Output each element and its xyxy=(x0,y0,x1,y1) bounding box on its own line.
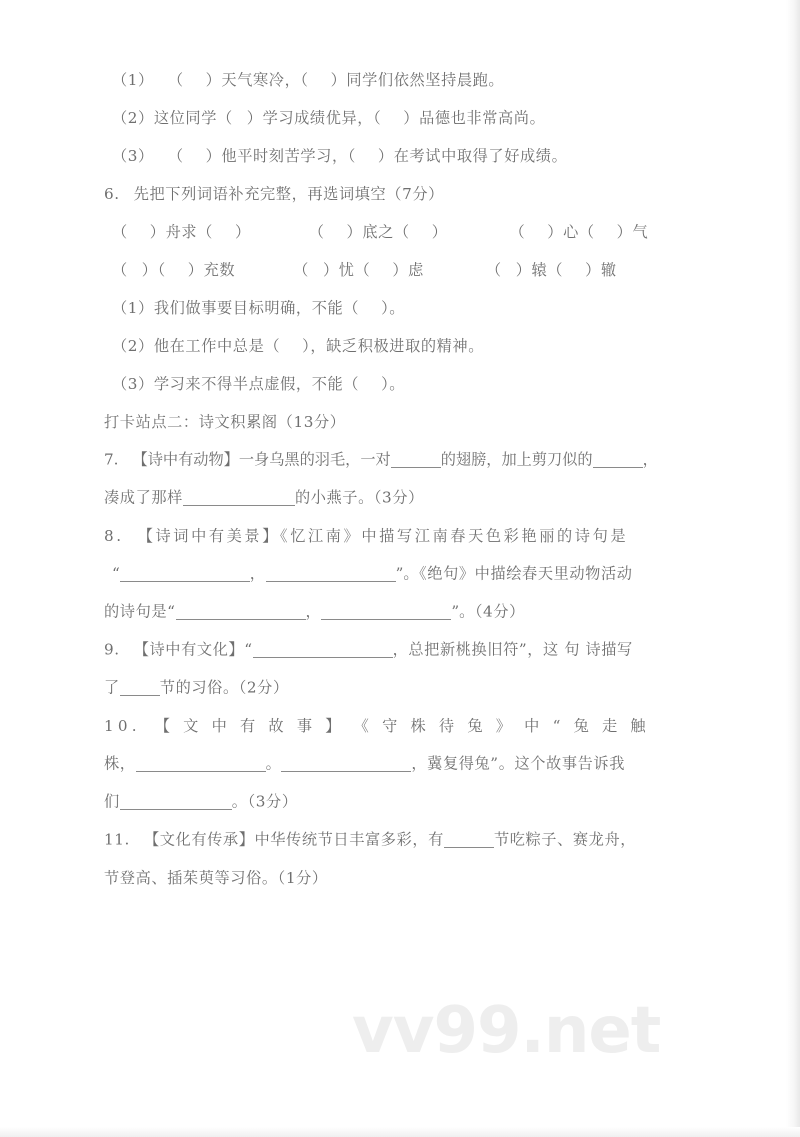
question-11-line-2 xyxy=(104,848,704,886)
idiom-2-mid: ）底之（ xyxy=(346,222,410,241)
q6-fill-3-after: ）。 xyxy=(381,374,406,393)
question-11-line-1 xyxy=(104,810,704,848)
q8-line1-text: 【诗词中有美景】《忆江南》中描写江南春天色彩艳丽的诗句是 xyxy=(137,526,629,545)
q8-line2-tail: 。《绝句》中描绘春天里动物活动 xyxy=(403,564,633,583)
q7-number: 7. xyxy=(104,450,119,469)
question-5-item-3 xyxy=(104,126,704,164)
q9-blank-2[interactable] xyxy=(120,680,160,695)
scan-edge-shading-bottom xyxy=(0,1127,800,1137)
q10-line3-b: 。（3分） xyxy=(231,792,298,811)
idiom-1-close: ） xyxy=(234,222,251,241)
question-9-line-2 xyxy=(104,658,704,696)
q9-number: 9. xyxy=(104,640,120,659)
q6-fill-2-after: ），缺乏积极进取的精神。 xyxy=(302,336,485,355)
q11-blank-1[interactable] xyxy=(444,832,494,847)
q9-line2-b: 节的习俗。（2分） xyxy=(159,678,289,697)
q11-line1-a: 【文化有传承】中华传统节日丰富多彩，有 xyxy=(143,830,444,849)
q8-blank-2[interactable] xyxy=(266,566,396,581)
idiom-4-close: ）充数 xyxy=(187,260,236,279)
q7-blank-1[interactable] xyxy=(391,452,441,467)
question-6-fill-item-1 xyxy=(104,278,704,316)
question-6-idiom-row-1 xyxy=(104,202,704,240)
q9-line1-c: ，这 句 诗描写 xyxy=(527,640,633,659)
question-10-line-1 xyxy=(104,696,704,734)
q5-item-2-seg3: ）品德也非常高尚。 xyxy=(403,108,546,127)
idiom-1 xyxy=(112,223,251,241)
idiom-3-open: （ xyxy=(509,222,526,241)
q8-line2-comma: ， xyxy=(249,564,266,583)
question-8-line-2 xyxy=(104,544,704,582)
q8-line3-quote-close: ” xyxy=(451,602,460,621)
site-watermark: vv99.net xyxy=(352,994,661,1068)
idiom-1-mid: ）舟求（ xyxy=(149,222,213,241)
q8-line3-comma: ， xyxy=(305,602,322,621)
q9-blank-1[interactable] xyxy=(253,642,393,657)
q5-item-2-number: （2） xyxy=(112,108,154,127)
q8-blank-3[interactable] xyxy=(176,604,306,619)
q10-blank-3[interactable] xyxy=(120,794,232,809)
idiom-5-mid: ）忧（ xyxy=(322,260,371,279)
idiom-2-close: ） xyxy=(431,222,448,241)
idiom-5 xyxy=(293,261,424,279)
q6-fill-2-before: 他在工作中总是（ xyxy=(153,336,281,355)
idiom-6-open: （ xyxy=(485,260,502,279)
question-8-line-1 xyxy=(104,506,704,544)
idiom-5-close: ）虑 xyxy=(392,260,424,279)
q8-blank-4[interactable] xyxy=(321,604,451,619)
q6-number: 6. xyxy=(104,184,120,203)
idiom-2 xyxy=(309,223,448,241)
idiom-5-open: （ xyxy=(293,260,309,279)
q5-item-3-number: （3） xyxy=(112,146,154,165)
question-6-idiom-row-2 xyxy=(104,240,704,278)
idiom-3-close: ）气 xyxy=(616,222,649,241)
section-two-heading xyxy=(104,392,704,430)
q5-item-1-seg2: ）天气寒冷，（ xyxy=(205,70,309,89)
q9-line1-a: 【诗中有文化】“ xyxy=(133,640,253,659)
q10-blank-1[interactable] xyxy=(136,756,266,771)
q8-number: 8. xyxy=(104,526,124,545)
document-body xyxy=(104,50,704,886)
q7-line1-b: 的翅膀，加上剪刀似的 xyxy=(440,450,593,469)
idiom-6 xyxy=(486,261,617,279)
q10-blank-2[interactable] xyxy=(281,756,411,771)
q7-blank-2[interactable] xyxy=(593,452,643,467)
q5-item-1-seg1: （ xyxy=(167,70,184,89)
q6-fill-3-before: 学习来不得半点虚假，不能（ xyxy=(153,374,360,393)
q10-line2-d: 。这个故事告诉我 xyxy=(498,754,625,773)
question-7-line-2 xyxy=(104,468,704,506)
q11-line2-text: 节登高、插茱萸等习俗。（1分） xyxy=(104,868,328,887)
q7-line2-b: 的小燕子。（3分） xyxy=(294,488,424,507)
q10-line2-c: ，冀复得兔” xyxy=(411,754,499,773)
q9-line2-a: 了 xyxy=(104,678,120,697)
question-5-item-2 xyxy=(104,88,704,126)
q5-item-3-seg2: ）他平时刻苦学习，（ xyxy=(205,146,356,165)
question-10-line-2 xyxy=(104,734,704,772)
q5-item-2-seg2: ）学习成绩优异，（ xyxy=(246,108,382,127)
q6-fill-1-number: （1） xyxy=(112,298,154,317)
q8-quote-open: “ xyxy=(112,564,120,583)
question-9-line-1 xyxy=(104,620,704,658)
scan-edge-shading-right xyxy=(786,0,800,1137)
question-10-line-3 xyxy=(104,772,704,810)
q5-item-2-seg1: 这位同学（ xyxy=(153,108,233,127)
q7-line2-a: 凑成了那样 xyxy=(104,488,183,507)
q8-quote-close: ” xyxy=(395,564,404,583)
question-5-item-1 xyxy=(104,50,704,88)
q11-number: 11. xyxy=(104,830,130,849)
q5-item-1-seg3: ）同学们依然坚持晨跑。 xyxy=(330,70,505,89)
q9-line1-b: ，总把新桃换旧符” xyxy=(392,640,528,659)
idiom-3 xyxy=(510,223,649,241)
q6-fill-1-after: ）。 xyxy=(381,298,406,317)
question-6-fill-item-3 xyxy=(104,354,704,392)
q6-fill-3-number: （3） xyxy=(112,374,154,393)
section-two-heading-text: 打卡站点二：诗文积累阁（13分） xyxy=(104,412,346,431)
question-8-line-3 xyxy=(104,582,704,620)
idiom-1-open: （ xyxy=(112,222,128,241)
q8-blank-1[interactable] xyxy=(120,566,250,581)
idiom-2-open: （ xyxy=(308,222,325,241)
q7-line1-a: 【诗中有动物】一身乌黑的羽毛，一对 xyxy=(132,450,391,469)
q8-line3-tail: 。（4分） xyxy=(459,602,525,621)
question-6-stem xyxy=(104,164,704,202)
q5-item-1-number: （1） xyxy=(112,70,154,89)
q10-line1-text: 【 文 中 有 故 事 】 《 守 株 待 兔 》 中 “ 兔 走 触 xyxy=(154,716,650,735)
q5-item-3-seg1: （ xyxy=(167,146,184,165)
idiom-6-close: ）辙 xyxy=(585,260,617,279)
q7-blank-3[interactable] xyxy=(183,490,295,505)
q6-stem-text: 先把下列词语补充完整，再选词填空（7分） xyxy=(133,184,444,203)
idiom-6-mid: ）辕（ xyxy=(515,260,564,279)
question-6-fill-item-2 xyxy=(104,316,704,354)
q10-number: 10. xyxy=(104,716,141,735)
idiom-4-mid: ）（ xyxy=(141,260,166,279)
q10-line2-a: 株， xyxy=(104,754,136,773)
q6-fill-2-number: （2） xyxy=(112,336,154,355)
q6-fill-1-before: 我们做事要目标明确，不能（ xyxy=(153,298,360,317)
q5-item-3-seg3: ）在考试中取得了好成绩。 xyxy=(377,146,568,165)
q7-line1-c: ， xyxy=(642,450,658,469)
q10-line3-a: 们 xyxy=(104,792,120,811)
idiom-3-mid: ）心（ xyxy=(547,222,595,241)
question-7-line-1 xyxy=(104,430,704,468)
idiom-4 xyxy=(112,261,235,279)
q11-line1-b: 节吃粽子、赛龙舟， xyxy=(493,830,637,849)
q8-line3-a: 的诗句是“ xyxy=(104,602,176,621)
idiom-4-open: （ xyxy=(112,260,128,279)
q10-line2-b: 。 xyxy=(265,754,282,773)
